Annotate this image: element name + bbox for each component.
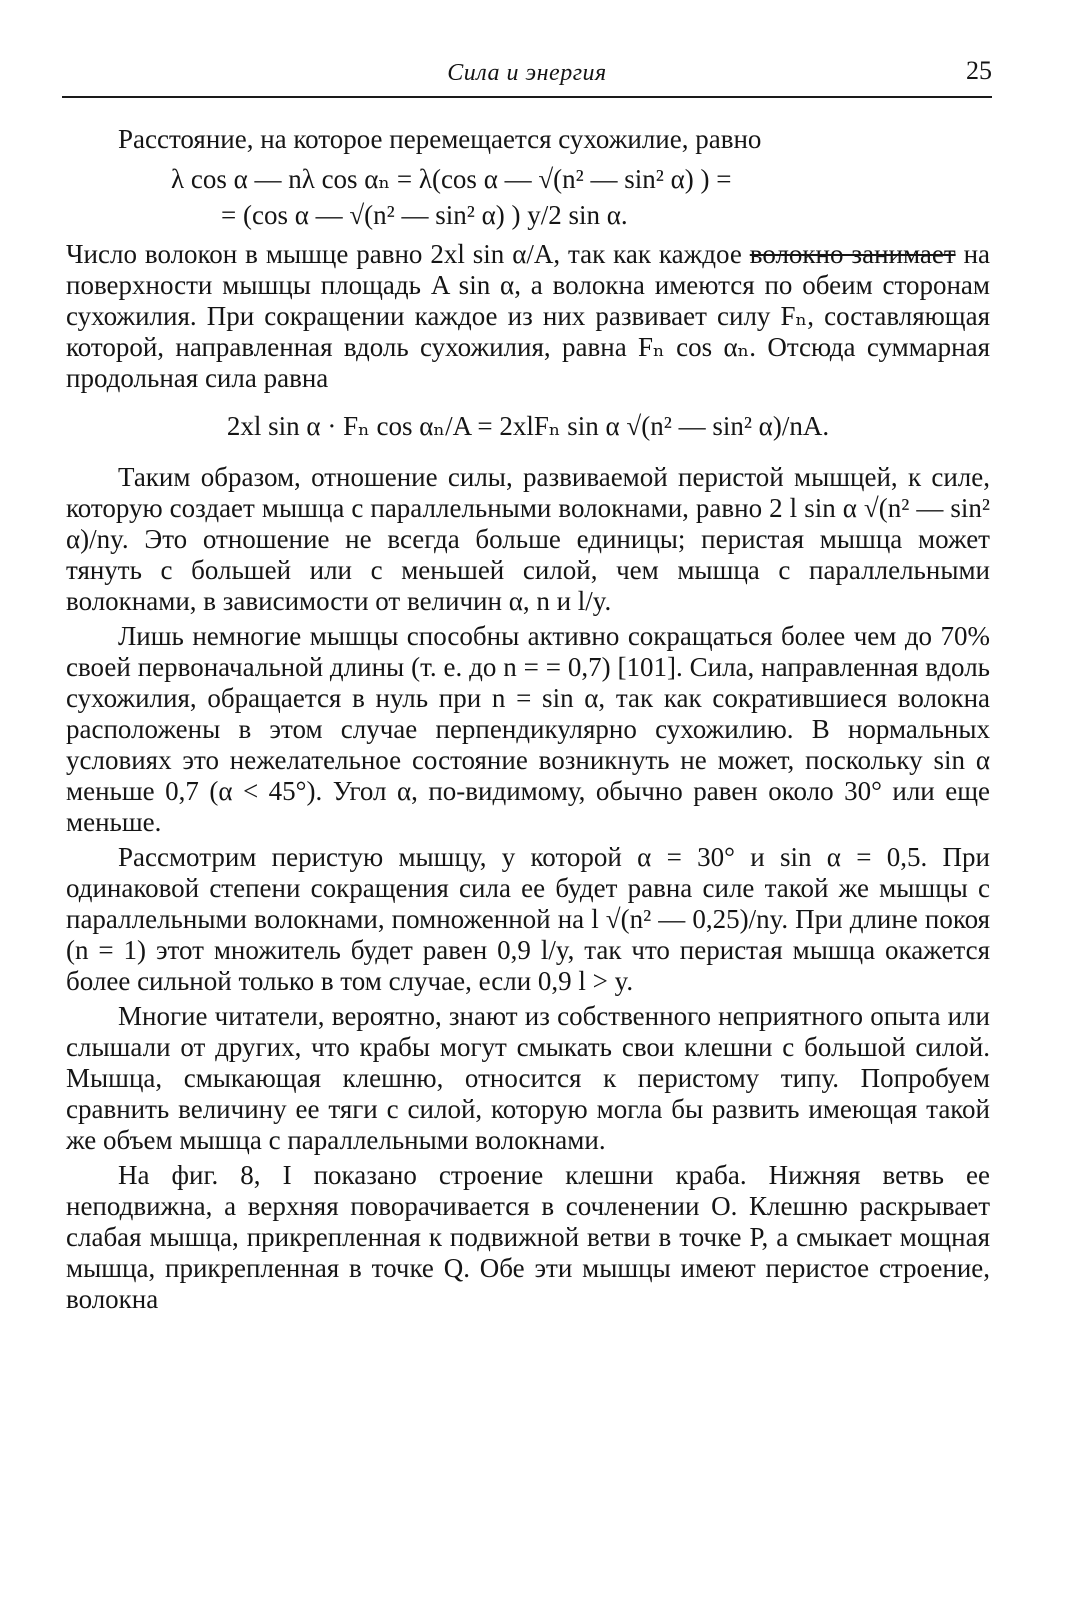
running-header xyxy=(62,56,992,98)
paragraph-1: Расстояние, на которое перемещается сухожилие, равно xyxy=(118,124,762,154)
formula-1 xyxy=(66,161,990,233)
formula-2: 2xl sin α · Fₙ cos αₙ/A = 2xlFₙ sin α √(n² — sin² α)/nA. xyxy=(226,411,830,441)
paragraph-7: На фиг. 8, I показано строение клешни краба. Нижняя ветвь ее неподвижна, а верхняя поворачивается в сочленении O. Клешню раскрывает слабая мышца, прикрепленная к подвижной ветви в точке P, а смыкает мощная мышца, прикрепленная в точке Q. Обе эти мышцы имеют перистое строение, волокна xyxy=(66,1160,990,1314)
paragraph-2-part-a: Число волокон в мышце равно 2xl sin α/A, так как каждое xyxy=(66,239,750,269)
formula-1-line-1: λ cos α — nλ cos αₙ = λ(cos α — √(n² — sin² α) ) = xyxy=(171,164,732,194)
paragraph-5: Рассмотрим перистую мышцу, у которой α = 30° и sin α = 0,5. При одинаковой степени сокращения сила ее будет равна силе такой же мышцы с параллельными волокнами, помноженной на l √(n² — 0,25)/ny. При длине покоя (n = 1) этот множитель будет равен 0,9 l/y, так что перистая мышца окажется более сильной только в том случае, если 0,9 l > y. xyxy=(66,842,990,996)
paragraph-6: Многие читатели, вероятно, знают из собственного неприятного опыта или слышали от других, что крабы могут смыкать свои клешни с большой силой. Мышца, смыкающая клешню, относится к перистому типу. Попробуем сравнить величину ее тяги с силой, которую могла бы развить имеющая такой же объем мышца с параллельными волокнами. xyxy=(66,1001,990,1155)
paragraph-4: Лишь немногие мышцы способны активно сокращаться более чем до 70% своей первоначальной длины (т. е. до n = = 0,7) [101]. Сила, направленная вдоль сухожилия, обращается в нуль при n = sin α, так как сократившиеся волокна расположены в этом случае перпендикулярно сухожилию. В нормальных условиях это нежелательное состояние возникнуть не может, поскольку sin α меньше 0,7 (α < 45°). Угол α, по-видимому, обычно равен около 30° или еще меньше. xyxy=(66,621,990,837)
paragraph-3: Таким образом, отношение силы, развиваемой перистой мышцей, к силе, которую создает мышца с параллельными волокнами, равно 2 l sin α √(n² — sin² α)/ny. Это отношение не всегда больше единицы; перистая мышца может тянуть с большей или с меньшей силой, чем мышца с параллельными волокнами, в зависимости от величин α, n и l/y. xyxy=(66,462,990,616)
paragraph-2 xyxy=(66,239,990,394)
running-title: Сила и энергия xyxy=(447,60,607,86)
struck-text: волокно занимает xyxy=(749,239,956,269)
paragraph-2-part-b: на поверхности мышцы площадь A sin α, а волокна имеются по обеим сторонам сухожилия. При сокращении каждое из них развивает силу Fₙ, составляющая которой, направленная вдоль сухожилия, равна Fₙ cos αₙ. Отсюда суммарная продольная сила равна xyxy=(66,239,990,393)
page-number: 25 xyxy=(966,56,992,85)
formula-1-line-2: = (cos α — √(n² — sin² α) ) y/2 sin α. xyxy=(221,200,628,230)
body-text xyxy=(66,124,990,1315)
